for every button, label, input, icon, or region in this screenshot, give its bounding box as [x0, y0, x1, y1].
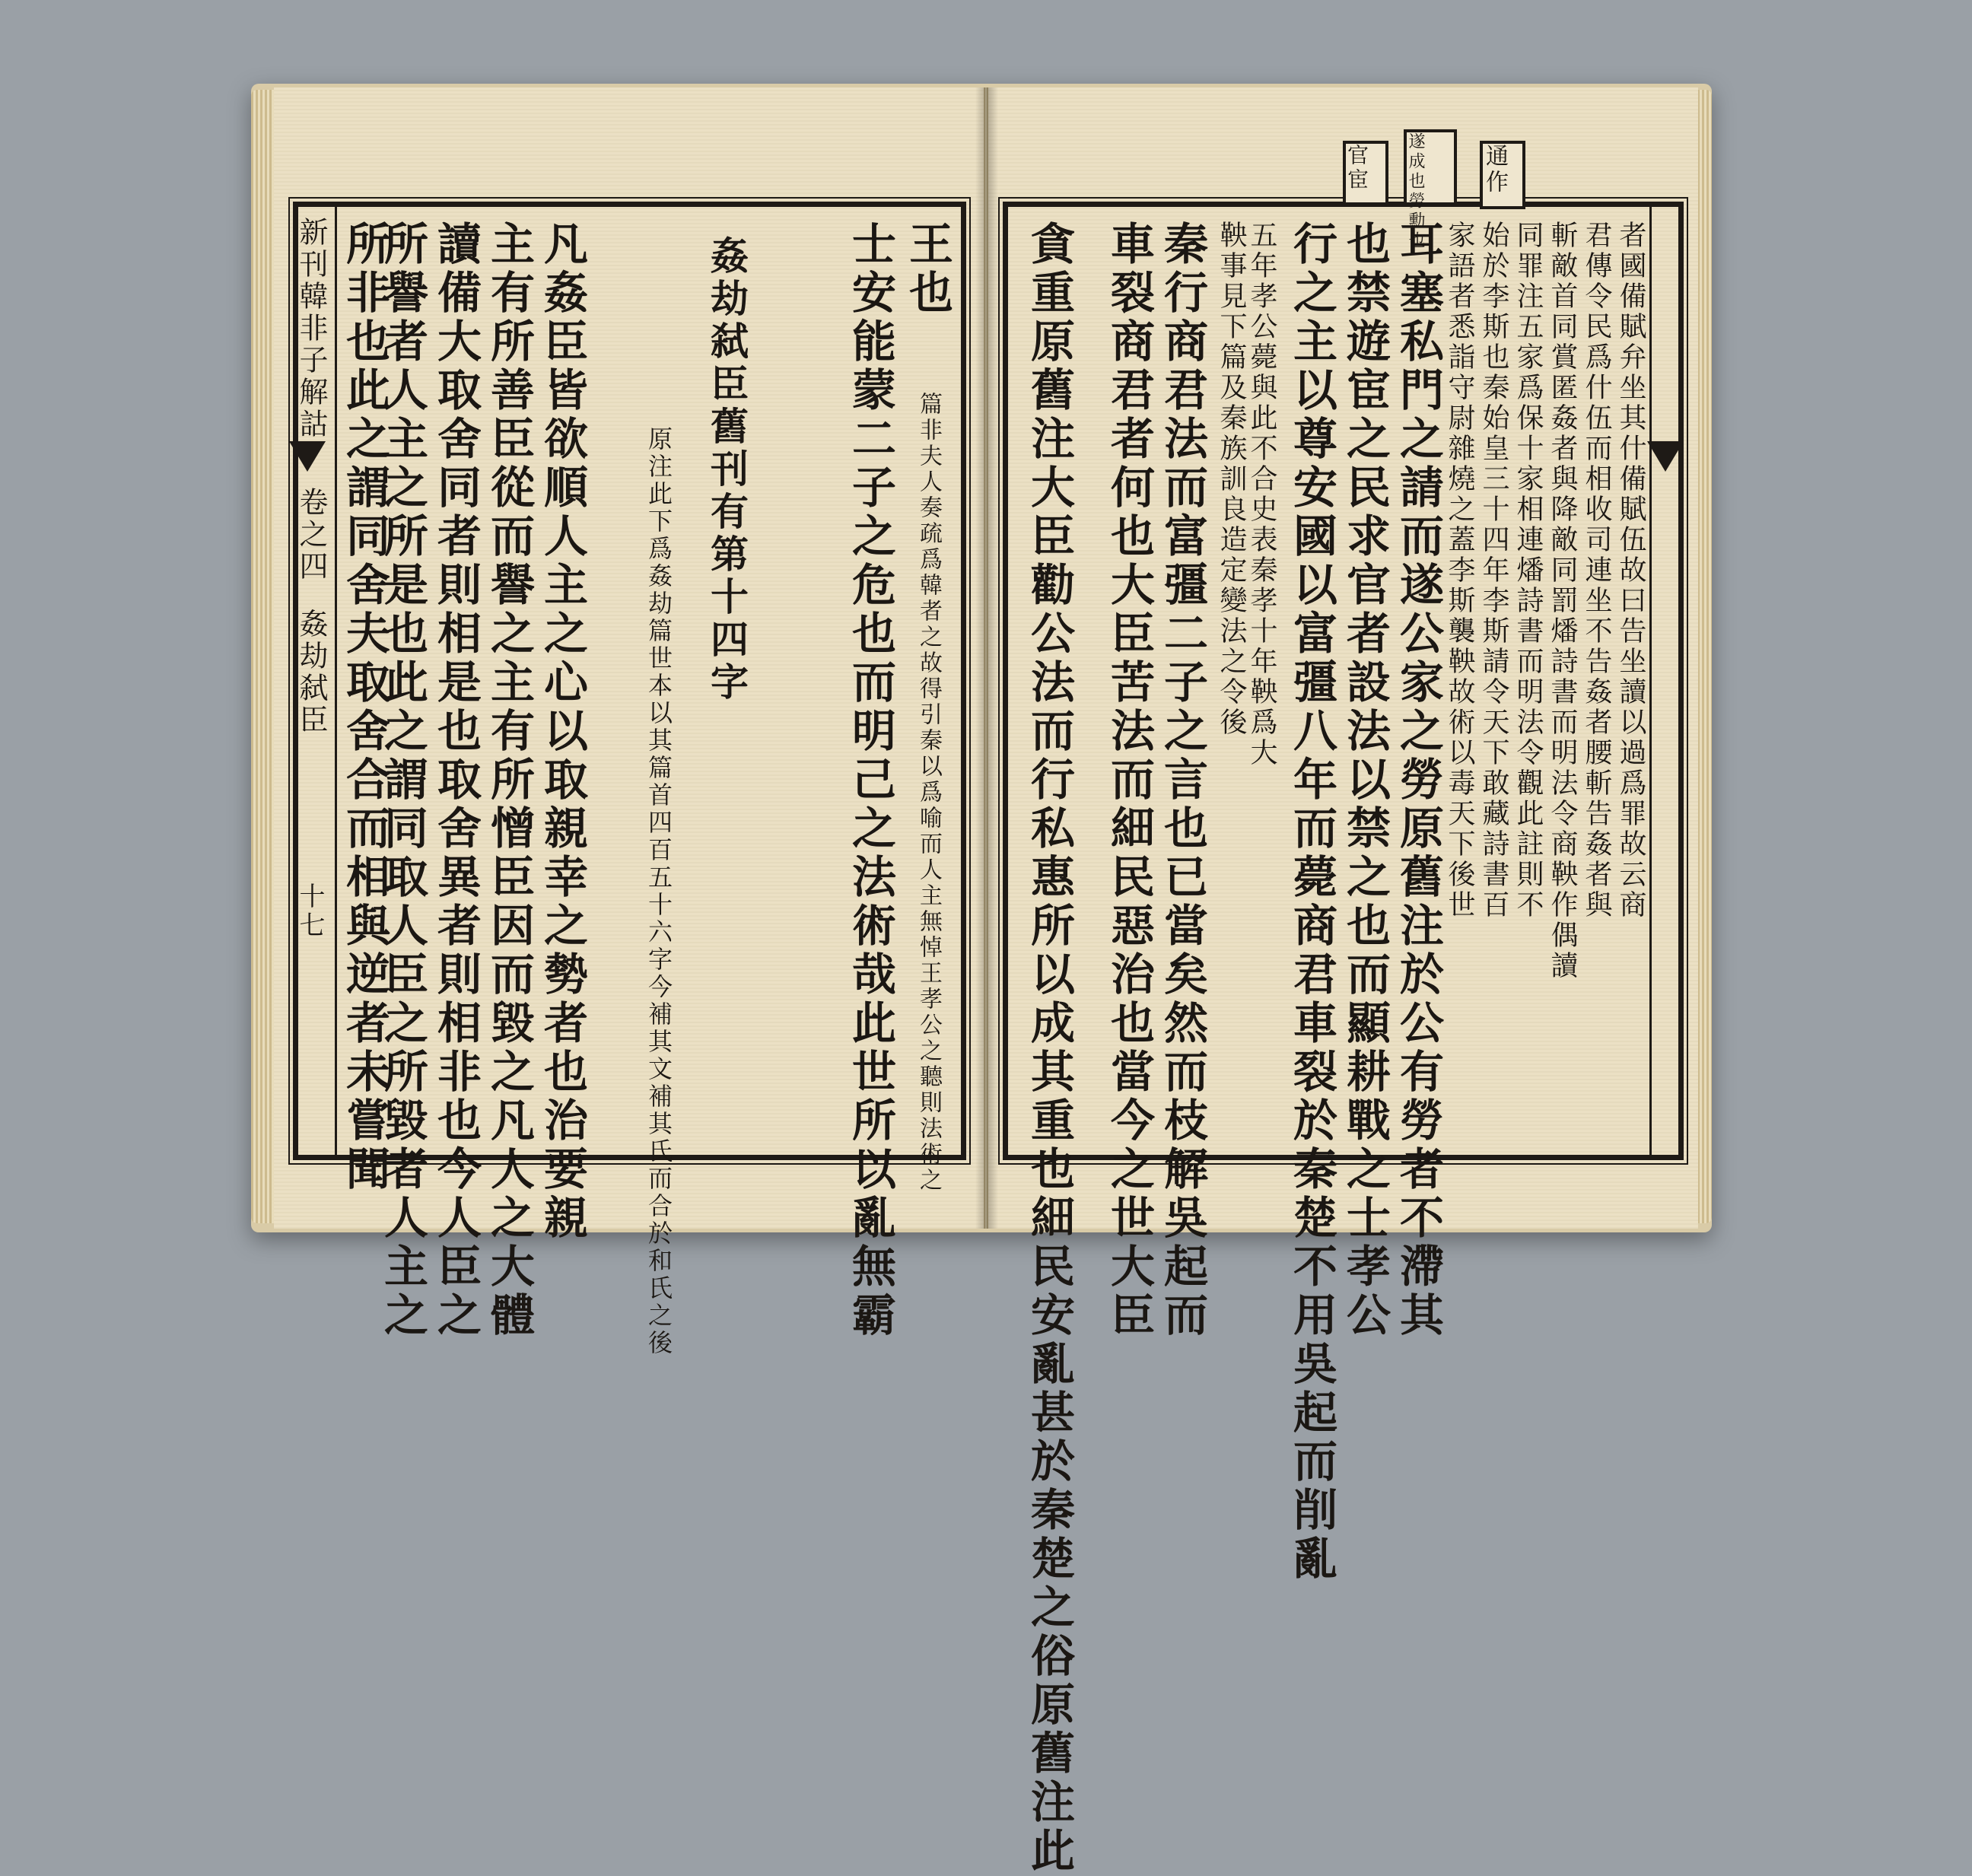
text-column: 士安能蒙二子之危也而明己之法術哉此世所以亂無霸 [844, 221, 896, 1340]
top-note-box [1480, 141, 1525, 209]
margin-divider-left [335, 207, 337, 1155]
annotation-column: 原注此下爲姦劫篇世本以其篇首四百五十六字今補其文補其氏而合於和氏之後 [644, 426, 673, 1357]
text-column: 車裂商君者何也大臣苦法而細民惡治也當今之世大臣 [1103, 221, 1155, 1340]
folio-number: 十七 [294, 882, 325, 940]
annotation-column: 斬敵首同賞匿姦者與降敵同罰燔詩書而明法令商鞅作偶讀 [1547, 221, 1578, 981]
book-gutter [975, 87, 998, 1229]
book-title: 新刊韓非子解詁 [294, 217, 328, 440]
chapter-label: 姦劫弑臣 [294, 609, 328, 736]
top-note-box [1404, 129, 1457, 251]
text-column: 耳塞私門之請而遂公家之勞原舊注於公有勞者不滯其 [1392, 221, 1444, 1340]
top-note: 官宦 [1344, 144, 1369, 192]
annotation-column: 篇非夫人奏疏爲韓者之故得引秦以爲喻而人主無悼王孝公之聽則法術之 [915, 392, 942, 1194]
text-column: 也禁遊宦之民求官者設法以禁之也而顯耕戰之士孝公 [1339, 221, 1391, 1340]
annotation-column: 鞅事見下篇及秦族訓良造定變法之令後 [1216, 221, 1247, 738]
text-column: 讀備大取舍同者則相是也取舍異者則相非也今人臣之 [430, 221, 482, 1340]
text-column: 貪重原舊注大臣勸公法而行私惠所以成其重也細民安亂甚於秦楚之俗原舊注此 [1023, 221, 1075, 1876]
chapter-heading: 姦劫弑臣舊刊有第十四字 [705, 236, 749, 704]
text-column: 所譽者人主之所是也此之謂同取人臣之所毀者人主之 [377, 221, 428, 1340]
text-column: 所非也此之謂同舍夫取舍合而相與逆者未嘗聞 [339, 221, 390, 1194]
annotation-column: 君傳令民爲什伍而相收司連坐不告姦者腰斬告姦者與 [1581, 221, 1612, 921]
margin-divider-right [1649, 207, 1652, 1155]
text-column: 秦行商君法而富彊二子之言也已當矣然而枝解吳起而 [1156, 221, 1208, 1340]
fish-tail-mark [289, 441, 326, 472]
top-note: 通作 [1481, 144, 1508, 196]
annotation-column: 家語者悉詣守尉雜燒之蓋李斯襲鞅故術以毒天下後世 [1444, 221, 1475, 921]
text-column: 王也 [902, 221, 953, 318]
annotation-column: 五年孝公薨與此不合史表秦孝十年鞅爲大 [1246, 221, 1277, 768]
text-column: 行之主以尊安國以富彊八年而薨商君車裂於秦楚不用吳起而削亂 [1286, 221, 1337, 1584]
annotation-column: 始於李斯也秦始皇三十四年李斯請令天下敢藏詩書百 [1478, 221, 1509, 921]
text-column: 凡姦臣皆欲順人主之心以取親幸之勢者也治要親 [536, 221, 588, 1243]
annotation-column: 者國備賦弁坐其什備賦伍故曰告坐讀以過爲罪故云商 [1615, 221, 1646, 921]
text-column: 主有所善臣從而譽之主有所憎臣因而毀之凡人之大體 [483, 221, 535, 1340]
fish-tail-mark [1647, 441, 1684, 472]
top-note: 遂成也勞勳也 [1406, 132, 1425, 251]
top-note-box [1343, 141, 1388, 205]
volume-label: 卷之四 [294, 487, 328, 583]
annotation-column: 同罪注五家爲保十家相連燔詩書而明法令觀此註則不 [1512, 221, 1544, 921]
